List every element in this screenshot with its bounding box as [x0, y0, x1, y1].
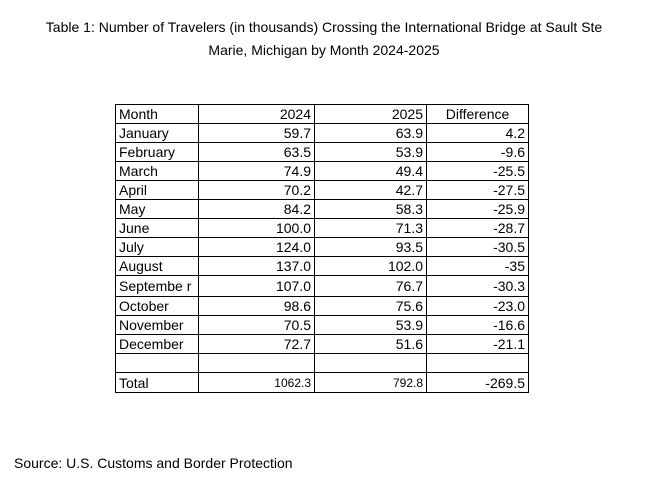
cell-2024: 84.2: [199, 200, 315, 219]
cell-2025: 53.9: [315, 316, 427, 335]
cell-2024: 137.0: [199, 257, 315, 276]
cell-difference: -25.9: [427, 200, 529, 219]
cell-difference: -23.0: [427, 297, 529, 316]
cell-2024: 100.0: [199, 219, 315, 238]
table-total-row: [116, 373, 529, 393]
table-row: [116, 316, 529, 335]
table-row: [116, 162, 529, 181]
cell-difference: -16.6: [427, 316, 529, 335]
cell-2025: 53.9: [315, 143, 427, 162]
cell-difference: -28.7: [427, 219, 529, 238]
cell-2024: 98.6: [199, 297, 315, 316]
cell-month: February: [116, 143, 199, 162]
cell-2025: 75.6: [315, 297, 427, 316]
cell-month: November: [116, 316, 199, 335]
table-title: [0, 16, 648, 62]
cell-month: July: [116, 238, 199, 257]
table-empty-row: [116, 354, 529, 373]
header-2024: 2024: [199, 105, 315, 124]
table-row: [116, 238, 529, 257]
cell-2024: 63.5: [199, 143, 315, 162]
total-difference: -269.5: [427, 373, 529, 393]
cell-2025: 42.7: [315, 181, 427, 200]
cell-2024: 59.7: [199, 124, 315, 143]
table-row: [116, 219, 529, 238]
cell-2024: 70.5: [199, 316, 315, 335]
header-difference: Difference: [427, 105, 529, 124]
cell-month: January: [116, 124, 199, 143]
cell-2025: 76.7: [315, 276, 427, 297]
total-label: Total: [116, 373, 199, 393]
cell-month: May: [116, 200, 199, 219]
header-2025: 2025: [315, 105, 427, 124]
cell-difference: -35: [427, 257, 529, 276]
total-2025: 792.8: [315, 373, 427, 393]
cell-2025: 63.9: [315, 124, 427, 143]
cell-difference: -25.5: [427, 162, 529, 181]
table-row: [116, 181, 529, 200]
empty-cell: [315, 354, 427, 373]
table-row: [116, 297, 529, 316]
cell-month: Septembe r: [116, 276, 199, 297]
table-title-line-2: Marie, Michigan by Month 2024-2025: [208, 42, 440, 58]
table-row: [116, 257, 529, 276]
table-row: [116, 143, 529, 162]
cell-month: March: [116, 162, 199, 181]
header-month: Month: [116, 105, 199, 124]
cell-difference: -30.5: [427, 238, 529, 257]
cell-month: June: [116, 219, 199, 238]
cell-2024: 124.0: [199, 238, 315, 257]
cell-month: December: [116, 335, 199, 354]
cell-difference: 4.2: [427, 124, 529, 143]
empty-cell: [199, 354, 315, 373]
empty-cell: [116, 354, 199, 373]
cell-2024: 72.7: [199, 335, 315, 354]
cell-difference: -21.1: [427, 335, 529, 354]
table-row: [116, 124, 529, 143]
cell-difference: -27.5: [427, 181, 529, 200]
cell-2025: 71.3: [315, 219, 427, 238]
table-header-row: [116, 105, 529, 124]
cell-2025: 49.4: [315, 162, 427, 181]
cell-month: October: [116, 297, 199, 316]
cell-month: April: [116, 181, 199, 200]
cell-2025: 51.6: [315, 335, 427, 354]
cell-2024: 74.9: [199, 162, 315, 181]
source-note: Source: U.S. Customs and Border Protection: [14, 455, 293, 471]
table-row: [116, 276, 529, 297]
table-title-line-1: Table 1: Number of Travelers (in thousands) Crossing the International Bridge at Sault Ste: [45, 19, 603, 35]
cell-difference: -30.3: [427, 276, 529, 297]
cell-2025: 93.5: [315, 238, 427, 257]
cell-month: August: [116, 257, 199, 276]
cell-2025: 58.3: [315, 200, 427, 219]
total-2024: 1062.3: [199, 373, 315, 393]
cell-difference: -9.6: [427, 143, 529, 162]
travelers-table: [115, 104, 529, 393]
table-row: [116, 335, 529, 354]
table-row: [116, 200, 529, 219]
cell-2024: 70.2: [199, 181, 315, 200]
empty-cell: [427, 354, 529, 373]
cell-2025: 102.0: [315, 257, 427, 276]
cell-2024: 107.0: [199, 276, 315, 297]
